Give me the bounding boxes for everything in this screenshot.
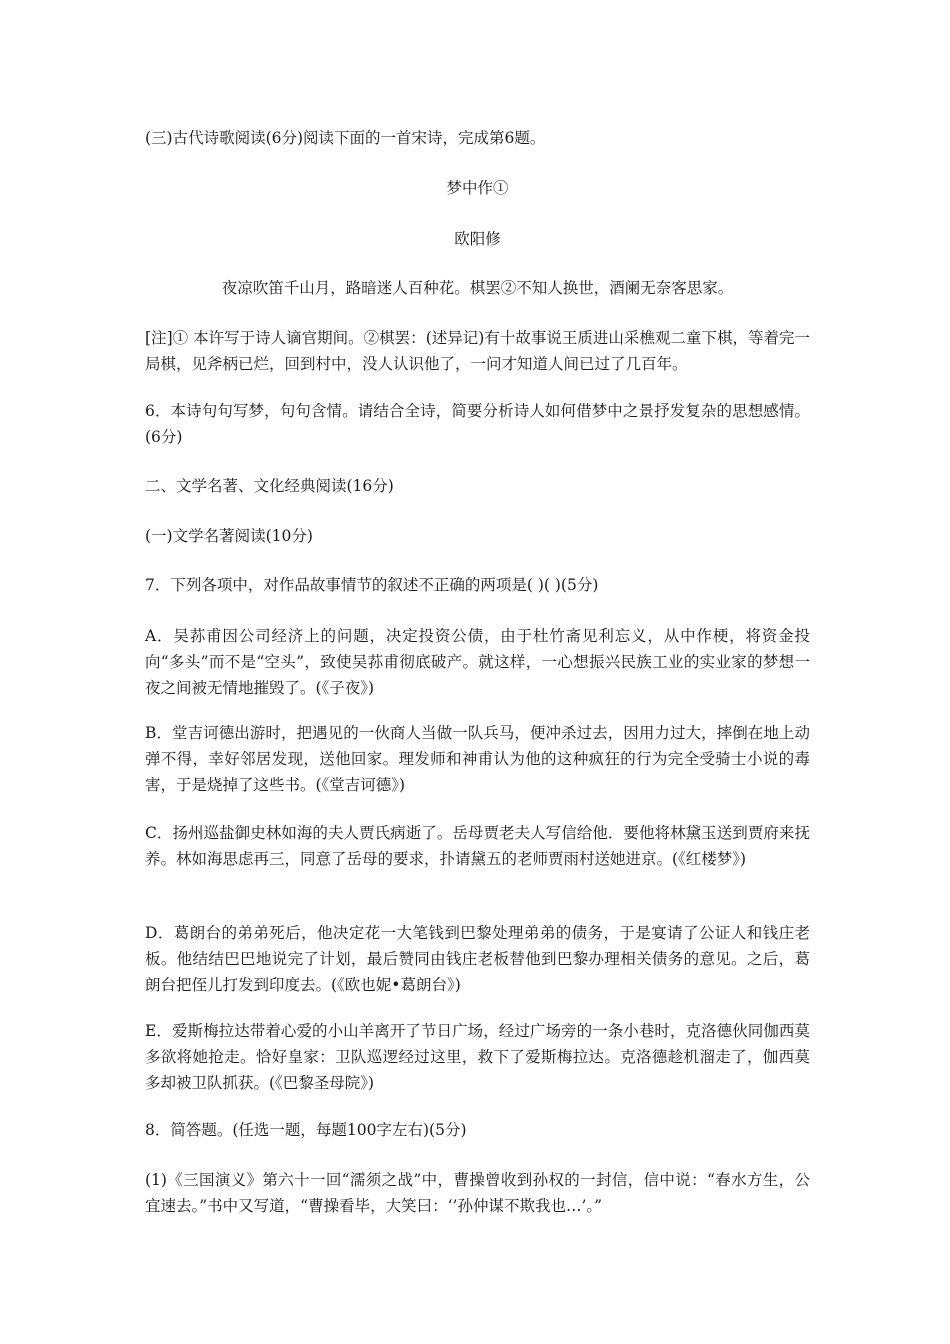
- question-7: 7．下列各项中，对作品故事情节的叙述不正确的两项是( )( )(5分): [145, 576, 599, 594]
- section3-heading: (三)古代诗歌阅读(6分)阅读下面的一首宋诗，完成第6题。: [145, 129, 546, 147]
- q7-option-b: B．堂吉诃德出游时，把遇见的一伙商人当做一队兵马，便冲杀过去，因用力过大，摔倒在地上动弹不得，幸好邻居发现，送他回家。理发师和神甫认为他的这种疯狂的行为完全受骑士小说的毒害，于是烧掉了这些书。(《堂吉诃德》): [145, 724, 810, 794]
- q8-item-1: (1)《三国演义》第六十一回“濡须之战”中，曹操曾收到孙权的一封信，信中说：“春水方生，公宜速去。”书中又写道，“曹操看毕，大笑曰：‘’孙仲谋不欺我也…’。”: [145, 1171, 810, 1215]
- q7-option-c: C．扬州巡盐御史林如海的夫人贾氏病逝了。岳母贾老夫人写信给他．要他将林黛玉送到贾府来抚养。林如海思虑再三，同意了岳母的要求，扑请黛五的老师贾雨村送她进京。(《红楼梦》): [145, 824, 810, 868]
- poem-author: 欧阳修: [454, 230, 501, 248]
- q7-option-e: E．爱斯梅拉达带着心爱的小山羊离开了节日广场，经过广场旁的一条小巷时，克洛德伙同伽西莫多欲将她抢走。恰好皇家：卫队巡逻经过这里，救下了爱斯梅拉达。克洛德趁机溜走了，伽西莫多却被卫队抓获。(《巴黎圣母院》): [145, 1022, 810, 1092]
- poem-title: 梦中作①: [446, 179, 509, 197]
- q7-option-d: D．葛朗台的弟弟死后，他决定花一大笔钱到巴黎处理弟弟的债务，于是宴请了公证人和钱庄老板。他结结巴巴地说完了计划，最后赞同由钱庄老板替他到巴黎办理相关债务的意见。之后，葛朗台把侄儿打发到印度去。(《欧也妮•葛朗台》): [145, 924, 810, 994]
- question-8: 8．简答题。(任选一题，每题100字左右)(5分): [145, 1121, 467, 1139]
- part2-heading: 二、文学名著、文化经典阅读(16分): [145, 477, 394, 495]
- poem-text: 夜凉吹笛千山月，路暗迷人百种花。棋罢②不知人换世，酒阑无奈客思家。: [221, 279, 734, 297]
- poem-note: [注]① 本许写于诗人谪官期间。②棋罢：(述异记)有十故事说王质进山采樵观二童下棋，等着完一局棋，见斧柄已烂，回到村中，没人认识他了，一问才知道人间已过了几百年。: [145, 329, 810, 373]
- question-6: 6．本诗句句写梦，句句含情。请结合全诗，简要分析诗人如何借梦中之景抒发复杂的思想感情。(6分): [145, 402, 810, 446]
- part2-sub1-heading: (一)文学名著阅读(10分): [145, 527, 313, 545]
- q7-option-a: A．吴荪甫因公司经济上的问题，决定投资公债，由于杜竹斋见利忘义，从中作梗，将资金投向“多头”而不是“空头”，致使吴荪甫彻底破产。就这样，一心想振兴民族工业的实业家的梦想一夜之间被无情地摧毁了。(《子夜》): [145, 627, 810, 697]
